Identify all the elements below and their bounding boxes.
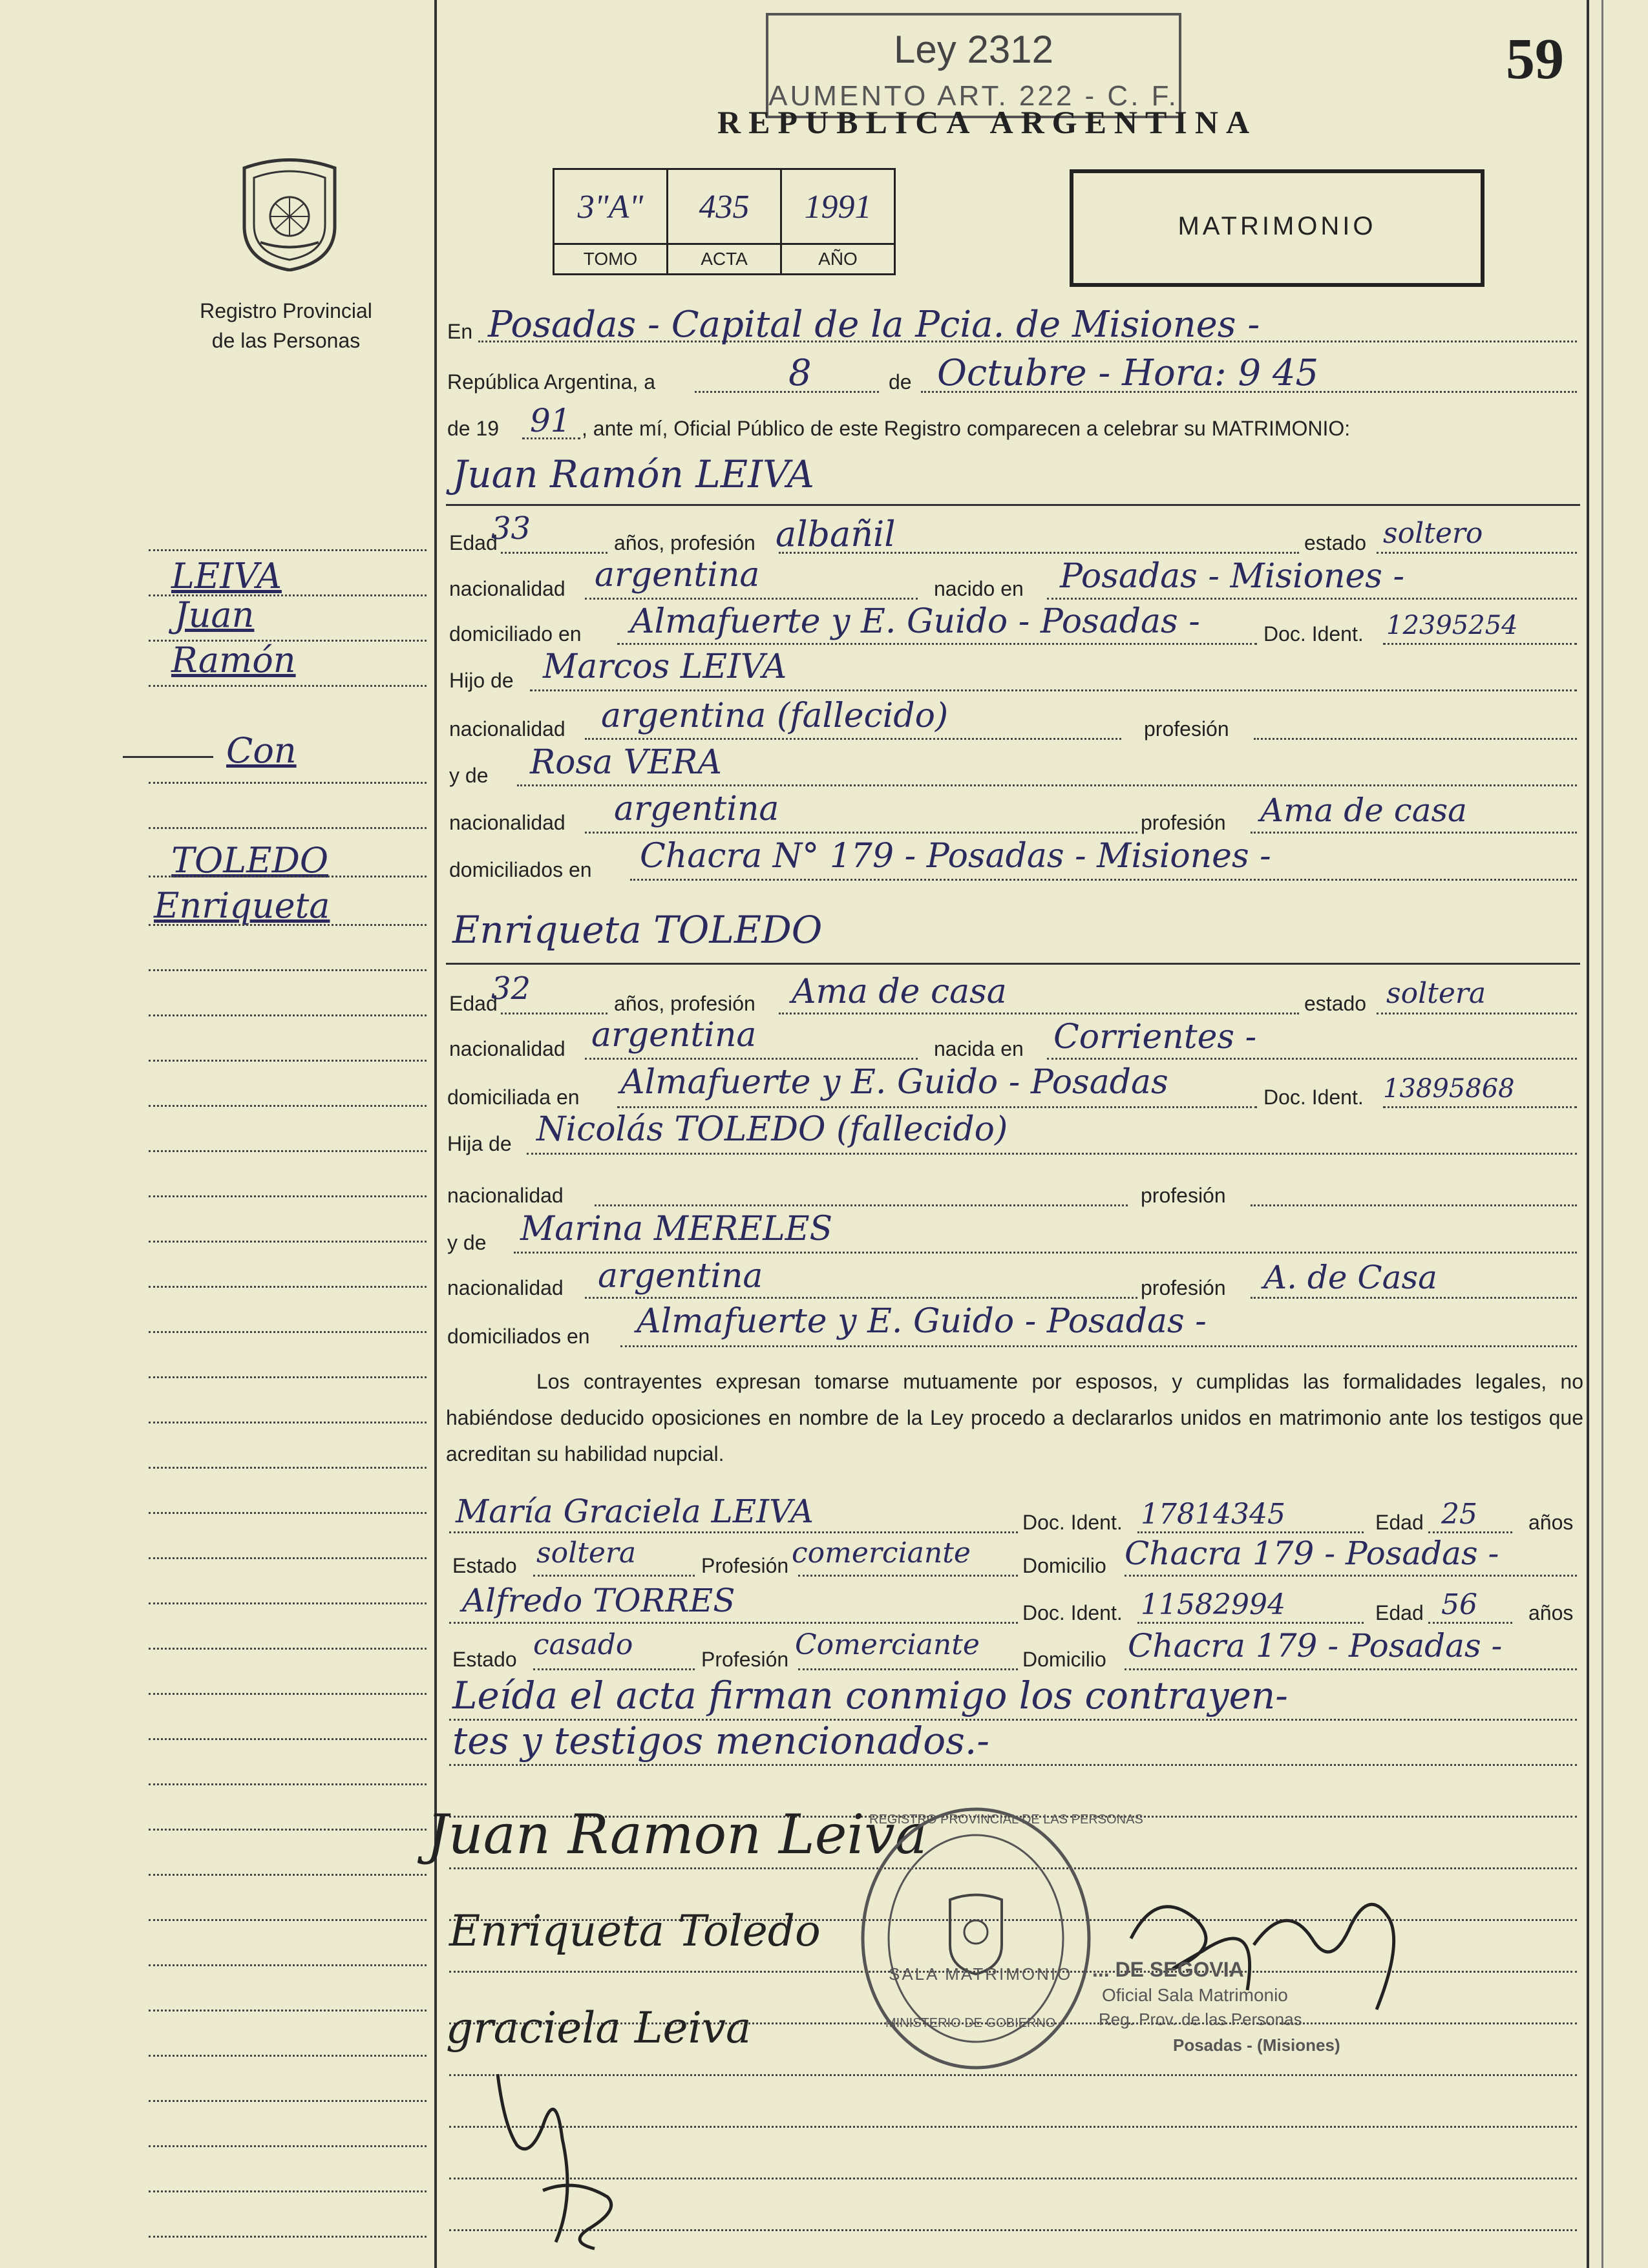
bride-estado-label: estado [1304, 992, 1367, 1015]
witness1-prof-line [798, 1575, 1018, 1577]
bride-mother-nac-label: nacionalidad [447, 1276, 564, 1299]
place-value: Posadas - Capital de la Pcia. de Misiones - [488, 304, 1260, 346]
left-margin-line [434, 0, 437, 2268]
tomo-value: 3"A" [577, 189, 644, 226]
margin-rule [149, 1241, 427, 1243]
margin-rule [149, 2055, 427, 2057]
margin-rule [149, 969, 427, 971]
bride-doc: 13895868 [1383, 1074, 1515, 1104]
witness1-estado: soltera [536, 1537, 637, 1570]
bride-prof-line [779, 1013, 1299, 1014]
declaration-text: Los contrayentes expresan tomarse mutuamente por esposos, y cumplidas las formalidades legales, no habiéndose deducido oposiciones en nombre de la Ley procedo a declararlos unidos en matrimonio ante los testigos que acreditan su habilidad nupcial. [446, 1370, 1583, 1465]
bride-nacida-label: nacida en [934, 1037, 1024, 1060]
margin-rule [149, 2190, 427, 2192]
bride-mother-line [514, 1252, 1577, 1254]
margin-rule [149, 1422, 427, 1423]
groom-estado: soltero [1383, 517, 1483, 550]
bride-father-nac-label: nacionalidad [447, 1184, 564, 1207]
bride-born-line [1047, 1058, 1577, 1060]
witness1-domicilio: Chacra 179 - Posadas - [1125, 1535, 1499, 1572]
witness1-age-line [1428, 1531, 1512, 1533]
tomo-cell [555, 170, 668, 273]
groom-mother-prof: Ama de casa [1260, 792, 1467, 829]
groom-profession: albañil [776, 514, 896, 554]
groom-doc-label: Doc. Ident. [1263, 622, 1364, 646]
seal-inner-text: SALA MATRIMONIO [889, 1964, 1073, 1984]
signature-bride: Enriqueta Toledo [449, 1906, 821, 1956]
year-value: 91 [530, 402, 571, 439]
margin-rule [149, 1195, 427, 1197]
groom-doc: 12395254 [1386, 611, 1518, 640]
registrar-stamp-line1: ... DE SEGOVIA [1092, 1958, 1244, 1981]
groom-nac-label: nacionalidad [449, 577, 565, 600]
witness1-prof-label: Profesión [701, 1554, 789, 1577]
bride-age-line [501, 1013, 607, 1014]
groom-addr-line [617, 643, 1257, 645]
margin-rule [149, 1964, 427, 1966]
margin-surname2: TOLEDO [171, 840, 329, 881]
margin-rule [149, 2236, 427, 2238]
bride-address: Almafuerte y E. Guido - Posadas [620, 1063, 1168, 1102]
bride-mother-prof-line [1251, 1297, 1577, 1299]
tomo-label: TOMO [555, 243, 666, 273]
acta-value: 435 [699, 189, 750, 226]
groom-born-line [1047, 598, 1577, 600]
bride-nat-line [585, 1058, 918, 1060]
closing-line2-rule [449, 1764, 1577, 1766]
bride-addr-line [617, 1106, 1257, 1108]
witness1-age: 25 [1441, 1498, 1477, 1531]
bride-born: Corrientes - [1053, 1018, 1257, 1056]
bride-estado: soltera [1386, 977, 1486, 1010]
appear-text: , ante mí, Oficial Público de este Registro comparecen a celebrar su MATRIMONIO: [582, 417, 1351, 440]
witness1-anios-label: años [1528, 1511, 1574, 1534]
anio-value: 1991 [804, 189, 872, 226]
bride-father-prof-line [1251, 1204, 1577, 1206]
margin-rule [149, 685, 427, 687]
groom-mother-nac-label: nacionalidad [449, 811, 565, 834]
margin-rule [149, 1286, 427, 1288]
record-type: MATRIMONIO [1178, 212, 1377, 240]
bride-dom-label: domiciliada en [447, 1086, 580, 1109]
margin-rule [149, 1738, 427, 1740]
witness2-doc-label: Doc. Ident. [1022, 1601, 1123, 1624]
witness2-name: Alfredo TORRES [462, 1582, 735, 1619]
law-stamp-line1: Ley 2312 [894, 28, 1053, 71]
groom-mother-prof-label: profesión [1141, 811, 1226, 834]
groom-mother-line [517, 784, 1577, 786]
witness1-doc-line [1137, 1531, 1364, 1533]
republic-title: REPUBLICA ARGENTINA [717, 104, 1258, 140]
margin-dash [123, 756, 213, 758]
year-prefix: de 19 [447, 417, 500, 440]
bride-mother-prof-label: profesión [1141, 1276, 1226, 1299]
record-type-box [1070, 169, 1484, 287]
witness1-doc: 17814345 [1141, 1498, 1285, 1531]
groom-prof-label: años, profesión [614, 531, 755, 554]
margin-rule [149, 549, 427, 551]
margin-rule [149, 2010, 427, 2011]
groom-yde-label: y de [449, 764, 489, 787]
bride-mother-nat-line [585, 1297, 1137, 1299]
margin-rule [149, 1014, 427, 1016]
day-value: 8 [788, 352, 812, 394]
bride-age: 32 [491, 971, 531, 1007]
bride-nationality: argentina [591, 1016, 757, 1055]
margin-rule [149, 1874, 427, 1876]
margin-second: Ramón [171, 640, 296, 680]
bride-mother-nat: argentina [598, 1257, 763, 1296]
office-line2: de las Personas [211, 329, 361, 352]
groom-mother-nat: argentina [614, 790, 779, 828]
page-number: 59 [1506, 27, 1564, 91]
groom-name-rule [446, 504, 1580, 506]
margin-rule [149, 1557, 427, 1559]
margin-rule [149, 1783, 427, 1785]
witness1-profession: comerciante [792, 1537, 971, 1570]
anio-cell [782, 170, 894, 273]
province-emblem-icon [238, 155, 341, 271]
signature-groom: Juan Ramon Leiva [427, 1803, 927, 1866]
witness2-estado-line [533, 1668, 695, 1670]
margin-rule [149, 1919, 427, 1921]
witness2-doc: 11582994 [1141, 1588, 1285, 1621]
witness1-dom-label: Domicilio [1022, 1554, 1106, 1577]
witness2-estado: casado [533, 1628, 633, 1661]
margin-rule [149, 1150, 427, 1152]
bride-father-prof-label: profesión [1141, 1184, 1226, 1207]
bride-father-line [527, 1153, 1577, 1155]
bride-mother: Marina MERELES [520, 1210, 833, 1248]
groom-mother-prof-line [1251, 832, 1577, 834]
de-label: de [889, 370, 912, 394]
groom-estado-label: estado [1304, 531, 1367, 554]
official-seal-icon [853, 1803, 1099, 2074]
margin-rule [149, 1105, 427, 1107]
day-line [695, 391, 879, 393]
margin-rule [149, 1648, 427, 1650]
witness2-edad-label: Edad [1375, 1601, 1424, 1624]
groom-father: Marcos LEIVA [543, 647, 787, 686]
witness1-estado-line [533, 1575, 695, 1577]
office-name [165, 296, 407, 355]
groom-mother-nat-line [585, 832, 1137, 834]
groom-father-prof-label: profesión [1144, 717, 1229, 740]
bride-nac-label: nacionalidad [449, 1037, 565, 1060]
bride-mother-prof: A. de Casa [1263, 1259, 1437, 1296]
margin-surname: LEIVA [171, 556, 282, 596]
bride-doc-label: Doc. Ident. [1263, 1086, 1364, 1109]
groom-father-prof-line [1254, 738, 1577, 740]
margin-con: Con [226, 730, 297, 771]
groom-parents-addr-line [630, 879, 1577, 881]
witness2-dom-label: Domicilio [1022, 1648, 1106, 1671]
witness1-dom-line [1125, 1575, 1577, 1577]
bride-parents-addr-line [620, 1345, 1577, 1347]
official-scribble-signature [478, 2048, 646, 2262]
bride-name: Enriqueta TOLEDO [452, 908, 823, 952]
bride-yde-label: y de [447, 1231, 487, 1254]
groom-edad-label: Edad [449, 531, 498, 554]
rep-label: República Argentina, a [447, 370, 655, 394]
law-stamp-line2: AUMENTO ART. 222 - C. F. [768, 80, 1179, 112]
margin-first2: Enriqueta [154, 885, 330, 926]
bride-hija-label: Hija de [447, 1132, 512, 1155]
groom-nat-line [585, 598, 918, 600]
witness2-doc-line [1137, 1622, 1364, 1624]
registry-box [553, 168, 896, 275]
anio-label: AÑO [782, 243, 894, 273]
witness1-edad-label: Edad [1375, 1511, 1424, 1534]
witness2-prof-label: Profesión [701, 1648, 789, 1671]
margin-rule [149, 876, 427, 877]
witness2-age-line [1428, 1622, 1512, 1624]
witness2-profession: Comerciante [795, 1628, 980, 1661]
margin-rule [149, 1376, 427, 1378]
en-label: En [447, 320, 473, 343]
margin-rule [149, 2145, 427, 2147]
witness2-dom-line [1125, 1668, 1577, 1670]
groom-doc-line [1383, 643, 1577, 645]
witness2-name-line [449, 1622, 1018, 1624]
registrar-stamp-line2: Oficial Sala Matrimonio [1102, 1985, 1288, 2005]
seal-ring-text: REGISTRO PROVINCIAL DE LAS PERSONAS [869, 1812, 1143, 1827]
registrar-stamp-line4: Posadas - (Misiones) [1173, 2035, 1340, 2055]
bride-name-rule [446, 963, 1580, 965]
registrar-stamp-line3: Reg. Prov. de las Personas [1099, 2010, 1302, 2029]
bride-father: Nicolás TOLEDO (fallecido) [536, 1110, 1008, 1149]
margin-rule [149, 1602, 427, 1604]
groom-hijo-label: Hijo de [449, 669, 514, 692]
signature-witness: graciela Leiva [446, 2003, 752, 2053]
witness1-name-line [449, 1531, 1018, 1533]
groom-father-line [530, 689, 1577, 691]
margin-rule [149, 924, 427, 926]
margin-rule [149, 1467, 427, 1469]
margin-rule [149, 1060, 427, 1062]
acta-cell [668, 170, 782, 273]
margin-rule [149, 2100, 427, 2102]
seal-bottom-text: MINISTERIO DE GOBIERNO [885, 2016, 1056, 2030]
bride-prof-label: años, profesión [614, 992, 755, 1015]
bride-father-nat-line [595, 1204, 1128, 1206]
bride-profession: Ama de casa [792, 972, 1007, 1011]
bride-parents-dom-label: domiciliados en [447, 1325, 590, 1348]
witness2-age: 56 [1441, 1588, 1477, 1621]
witness1-estado-label: Estado [452, 1554, 517, 1577]
bride-doc-line [1383, 1106, 1577, 1108]
closing-line2: tes y testigos mencionados.- [452, 1719, 989, 1763]
bride-parents-address: Almafuerte y E. Guido - Posadas - [637, 1302, 1207, 1341]
margin-rule [149, 1512, 427, 1514]
witness2-estado-label: Estado [452, 1648, 517, 1671]
month-value: Octubre - Hora: 9 45 [937, 352, 1319, 394]
margin-rule [149, 827, 427, 829]
groom-parents-address: Chacra N° 179 - Posadas - Misiones - [640, 837, 1271, 876]
law-stamp [766, 13, 1181, 118]
page-edge-line [1601, 0, 1603, 2268]
witness2-domicilio: Chacra 179 - Posadas - [1128, 1627, 1503, 1664]
groom-parents-dom-label: domiciliados en [449, 858, 592, 881]
witness2-prof-line [798, 1668, 1018, 1670]
witness1-doc-label: Doc. Ident. [1022, 1511, 1123, 1534]
margin-rule [149, 1331, 427, 1333]
right-margin-line [1587, 0, 1589, 2268]
groom-estado-line [1377, 552, 1577, 554]
groom-mother: Rosa VERA [530, 743, 722, 782]
margin-rule [149, 1829, 427, 1831]
office-line1: Registro Provincial [200, 299, 372, 322]
witness2-anios-label: años [1528, 1601, 1574, 1624]
groom-father-nac-label: nacionalidad [449, 717, 565, 740]
margin-rule [149, 782, 427, 784]
acta-label: ACTA [668, 243, 780, 273]
groom-born: Posadas - Misiones - [1060, 557, 1405, 596]
groom-name: Juan Ramón LEIVA [452, 452, 814, 496]
witness1-name: María Graciela LEIVA [456, 1493, 814, 1530]
groom-age-line [501, 552, 607, 554]
groom-nationality: argentina [595, 556, 760, 594]
groom-age: 33 [491, 510, 531, 547]
groom-address: Almafuerte y E. Guido - Posadas - [630, 602, 1200, 641]
margin-first: Juan [174, 594, 255, 635]
margin-rule [149, 1693, 427, 1695]
bride-estado-line [1377, 1013, 1577, 1014]
groom-father-nat-line [585, 738, 1121, 740]
groom-father-nat: argentina (fallecido) [601, 697, 949, 735]
closing-line1: Leída el acta firman conmigo los contrayen- [452, 1674, 1288, 1717]
bride-edad-label: Edad [449, 992, 498, 1015]
groom-nacido-label: nacido en [934, 577, 1024, 600]
groom-dom-label: domiciliado en [449, 622, 582, 646]
